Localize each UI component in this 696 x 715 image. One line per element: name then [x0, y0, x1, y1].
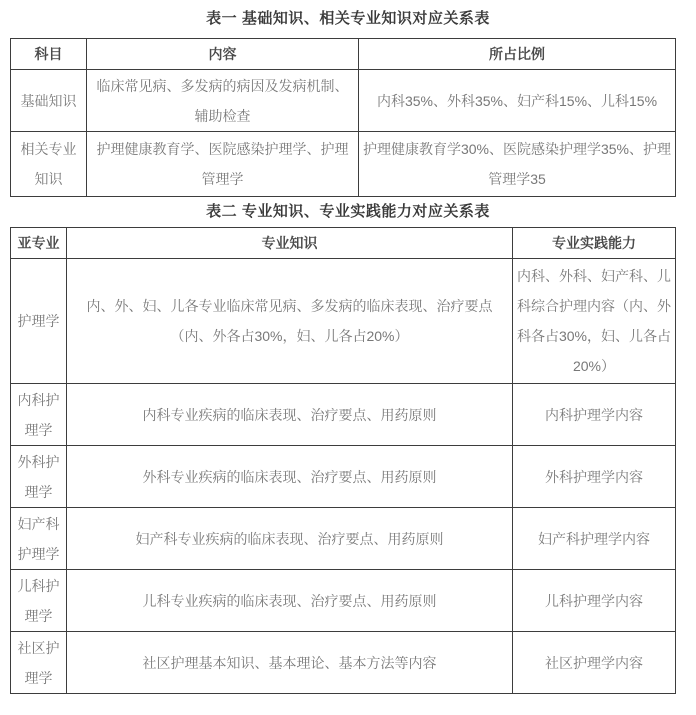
- table-cell-subspecialty: 护理学: [11, 259, 67, 384]
- table2-header-subspecialty: 亚专业: [11, 228, 67, 259]
- table-cell-knowledge: 妇产科专业疾病的临床表现、治疗要点、用药原则: [67, 508, 513, 570]
- table-cell-practice-ability: 内科护理学内容: [513, 384, 676, 446]
- table-cell-subspecialty: 内科护理学: [11, 384, 67, 446]
- table-cell-subspecialty: 外科护理学: [11, 446, 67, 508]
- table-cell-practice-ability: 社区护理学内容: [513, 632, 676, 694]
- table2-title: 表二 专业知识、专业实践能力对应关系表: [206, 203, 490, 220]
- table1-row-related-professional-knowledge: [11, 132, 676, 197]
- table-cell-practice-ability: 内科、外科、妇产科、儿科综合护理内容（内、外科各占30%，妇、儿各占20%）: [513, 259, 676, 384]
- table1-title: 表一 基础知识、相关专业知识对应关系表: [206, 10, 490, 27]
- table-cell-subject: 基础知识: [11, 70, 87, 132]
- table1-header-content: 内容: [87, 39, 359, 70]
- table-cell-knowledge: 内科专业疾病的临床表现、治疗要点、用药原则: [67, 384, 513, 446]
- table1-header-proportion: 所占比例: [359, 39, 676, 70]
- table-cell-proportion: 护理健康教育学30%、医院感染护理学35%、护理管理学35: [359, 132, 676, 197]
- table-cell-knowledge: 内、外、妇、儿各专业临床常见病、多发病的临床表现、治疗要点（内、外各占30%，妇、儿各占20%）: [67, 259, 513, 384]
- table-cell-subspecialty: 社区护理学: [11, 632, 67, 694]
- table2-row-surgical-nursing: [11, 446, 676, 508]
- table2-specialty-mapping: [10, 227, 676, 694]
- table1-knowledge-mapping: [10, 38, 676, 197]
- table-cell-practice-ability: 儿科护理学内容: [513, 570, 676, 632]
- table-cell-knowledge: 儿科专业疾病的临床表现、治疗要点、用药原则: [67, 570, 513, 632]
- table-cell-content: 临床常见病、多发病的病因及发病机制、辅助检查: [87, 70, 359, 132]
- table-cell-content: 护理健康教育学、医院感染护理学、护理管理学: [87, 132, 359, 197]
- table1-row-basic-knowledge: [11, 70, 676, 132]
- table-cell-knowledge: 社区护理基本知识、基本理论、基本方法等内容: [67, 632, 513, 694]
- table2-row-community-nursing: [11, 632, 676, 694]
- table2-header-practice-ability: 专业实践能力: [513, 228, 676, 259]
- table1-header-subject: 科目: [11, 39, 87, 70]
- table-cell-proportion: 内科35%、外科35%、妇产科15%、儿科15%: [359, 70, 676, 132]
- table2-row-internal-medicine-nursing: [11, 384, 676, 446]
- table-cell-knowledge: 外科专业疾病的临床表现、治疗要点、用药原则: [67, 446, 513, 508]
- table-cell-subspecialty: 儿科护理学: [11, 570, 67, 632]
- table-cell-practice-ability: 外科护理学内容: [513, 446, 676, 508]
- table2-row-nursing: [11, 259, 676, 384]
- table2-header-knowledge: 专业知识: [67, 228, 513, 259]
- table2-header-row: [11, 228, 676, 259]
- table2-row-obstetrics-gynecology-nursing: [11, 508, 676, 570]
- table2-row-pediatric-nursing: [11, 570, 676, 632]
- table-cell-practice-ability: 妇产科护理学内容: [513, 508, 676, 570]
- table-cell-subspecialty: 妇产科护理学: [11, 508, 67, 570]
- table-cell-subject: 相关专业知识: [11, 132, 87, 197]
- table1-header-row: [11, 39, 676, 70]
